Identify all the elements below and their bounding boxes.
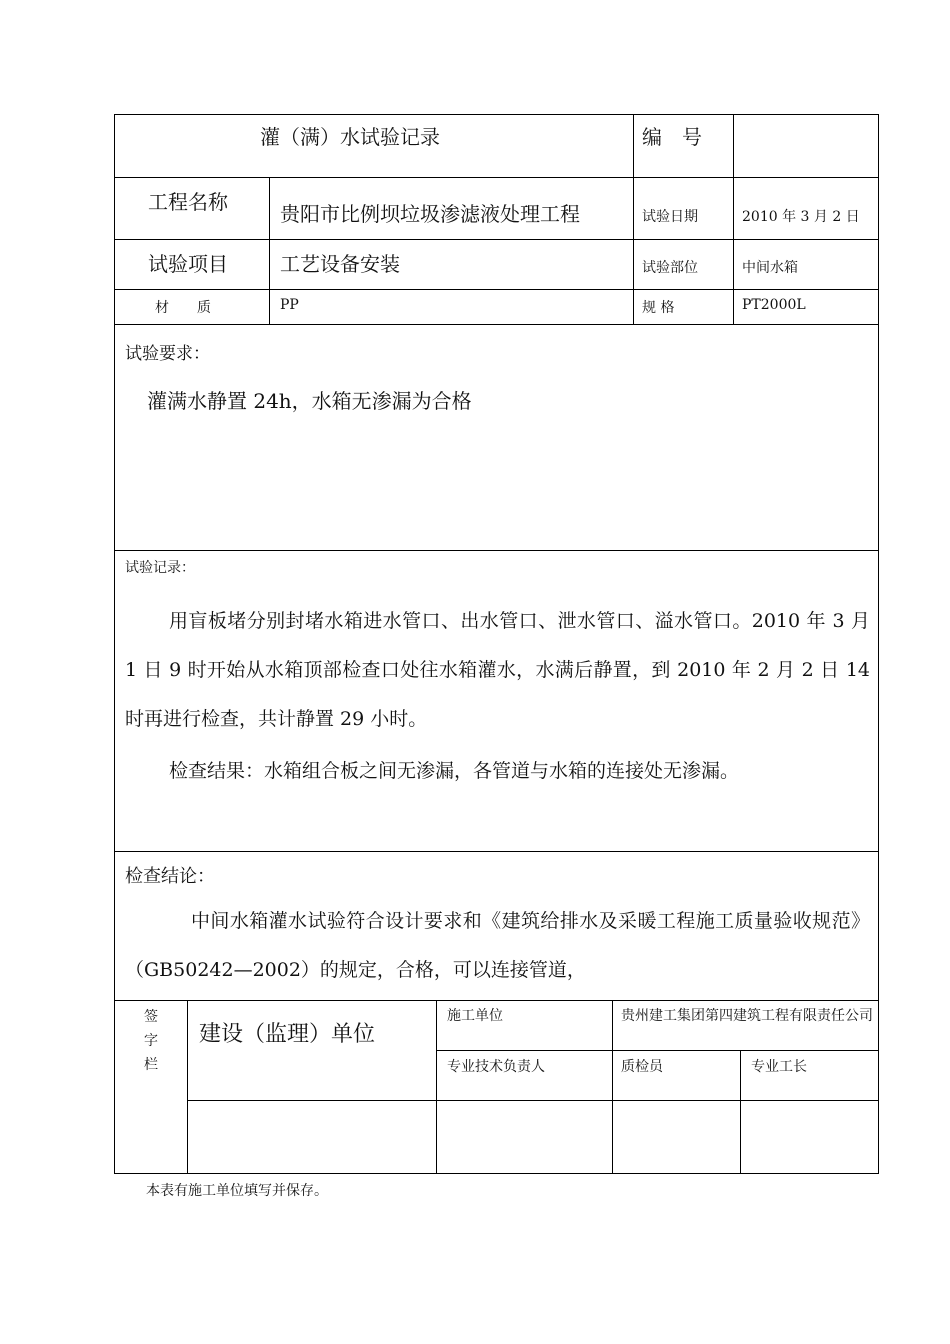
conclusion-label: 检查结论： bbox=[125, 866, 215, 887]
supervisor-signature-area[interactable] bbox=[188, 1101, 436, 1173]
number-value-cell[interactable] bbox=[733, 115, 878, 177]
requirements-label: 试验要求： bbox=[125, 344, 210, 364]
test-item-row bbox=[114, 240, 879, 290]
record-row bbox=[114, 551, 879, 852]
record-paragraph-1: 用盲板堵分别封堵水箱进水管口、出水管口、泄水管口、溢水管口。2010 年 3 月 1 日 9 时开始从水箱顶部检查口处往水箱灌水，水满后静置，到 2010 年 2 月 2 日 14 时再进行检查，共计静置 29 小时。 bbox=[125, 610, 870, 730]
conclusion-row bbox=[114, 852, 879, 1001]
foreman-label: 专业工长 bbox=[751, 1059, 807, 1075]
test-location: 中间水箱 bbox=[742, 260, 798, 276]
form-title: 灌（满）水试验记录 bbox=[260, 125, 440, 149]
material-row bbox=[114, 290, 879, 325]
test-date-cell bbox=[733, 178, 878, 239]
record-paragraph-2: 检查结果：水箱组合板之间无渗漏，各管道与水箱的连接处无渗漏。 bbox=[169, 760, 740, 782]
project-name-cell bbox=[269, 178, 633, 239]
test-date: 2010 年 3 月 2 日 bbox=[742, 209, 860, 225]
test-item: 工艺设备安装 bbox=[280, 252, 400, 276]
record-label: 试验记录： bbox=[125, 560, 195, 576]
conclusion-text: 中间水箱灌水试验符合设计要求和《建筑给排水及采暖工程施工质量验收规范》（GB50242—2002）的规定，合格，可以连接管道， bbox=[125, 910, 870, 981]
test-location-cell bbox=[733, 240, 878, 289]
project-name-label: 工程名称 bbox=[148, 190, 228, 214]
construction-unit: 贵州建工集团第四建筑工程有限责任公司 bbox=[621, 1008, 873, 1024]
project-name-row bbox=[114, 178, 879, 240]
requirements-text: 灌满水静置 24h，水箱无渗漏为合格 bbox=[147, 389, 472, 413]
spec-label-cell bbox=[633, 290, 733, 324]
inspector-signature-area[interactable] bbox=[613, 1101, 740, 1173]
title-row bbox=[114, 114, 879, 178]
construction-unit-label: 施工单位 bbox=[447, 1008, 503, 1024]
test-date-label-cell bbox=[633, 178, 733, 239]
signature-column-label: 签字栏 bbox=[144, 1009, 158, 1073]
foreman-signature-area[interactable] bbox=[741, 1101, 878, 1173]
test-date-label: 试验日期 bbox=[642, 209, 698, 225]
number-label-cell bbox=[633, 115, 733, 177]
supervisor-unit: 建设（监理）单位 bbox=[199, 1022, 376, 1047]
signature-block bbox=[114, 1001, 879, 1174]
spec: PT2000L bbox=[742, 297, 806, 313]
test-record-form bbox=[114, 114, 879, 1174]
inspector-label: 质检员 bbox=[621, 1059, 663, 1075]
requirements-row bbox=[114, 325, 879, 551]
tech-lead-signature-area[interactable] bbox=[437, 1101, 612, 1173]
project-name: 贵阳市比例坝垃圾渗滤液处理工程 bbox=[280, 202, 580, 226]
material-label: 材 质 bbox=[155, 300, 211, 316]
spec-label: 规 格 bbox=[642, 300, 675, 316]
material-cell bbox=[269, 290, 633, 324]
spec-cell bbox=[733, 290, 878, 324]
test-item-cell bbox=[269, 240, 633, 289]
material: PP bbox=[280, 297, 299, 313]
number-label: 编 号 bbox=[642, 125, 702, 149]
test-location-label: 试验部位 bbox=[642, 260, 698, 276]
tech-lead-label: 专业技术负责人 bbox=[447, 1059, 545, 1075]
footer-note: 本表有施工单位填写并保存。 bbox=[146, 1183, 328, 1199]
test-location-label-cell bbox=[633, 240, 733, 289]
test-item-label: 试验项目 bbox=[148, 252, 228, 276]
